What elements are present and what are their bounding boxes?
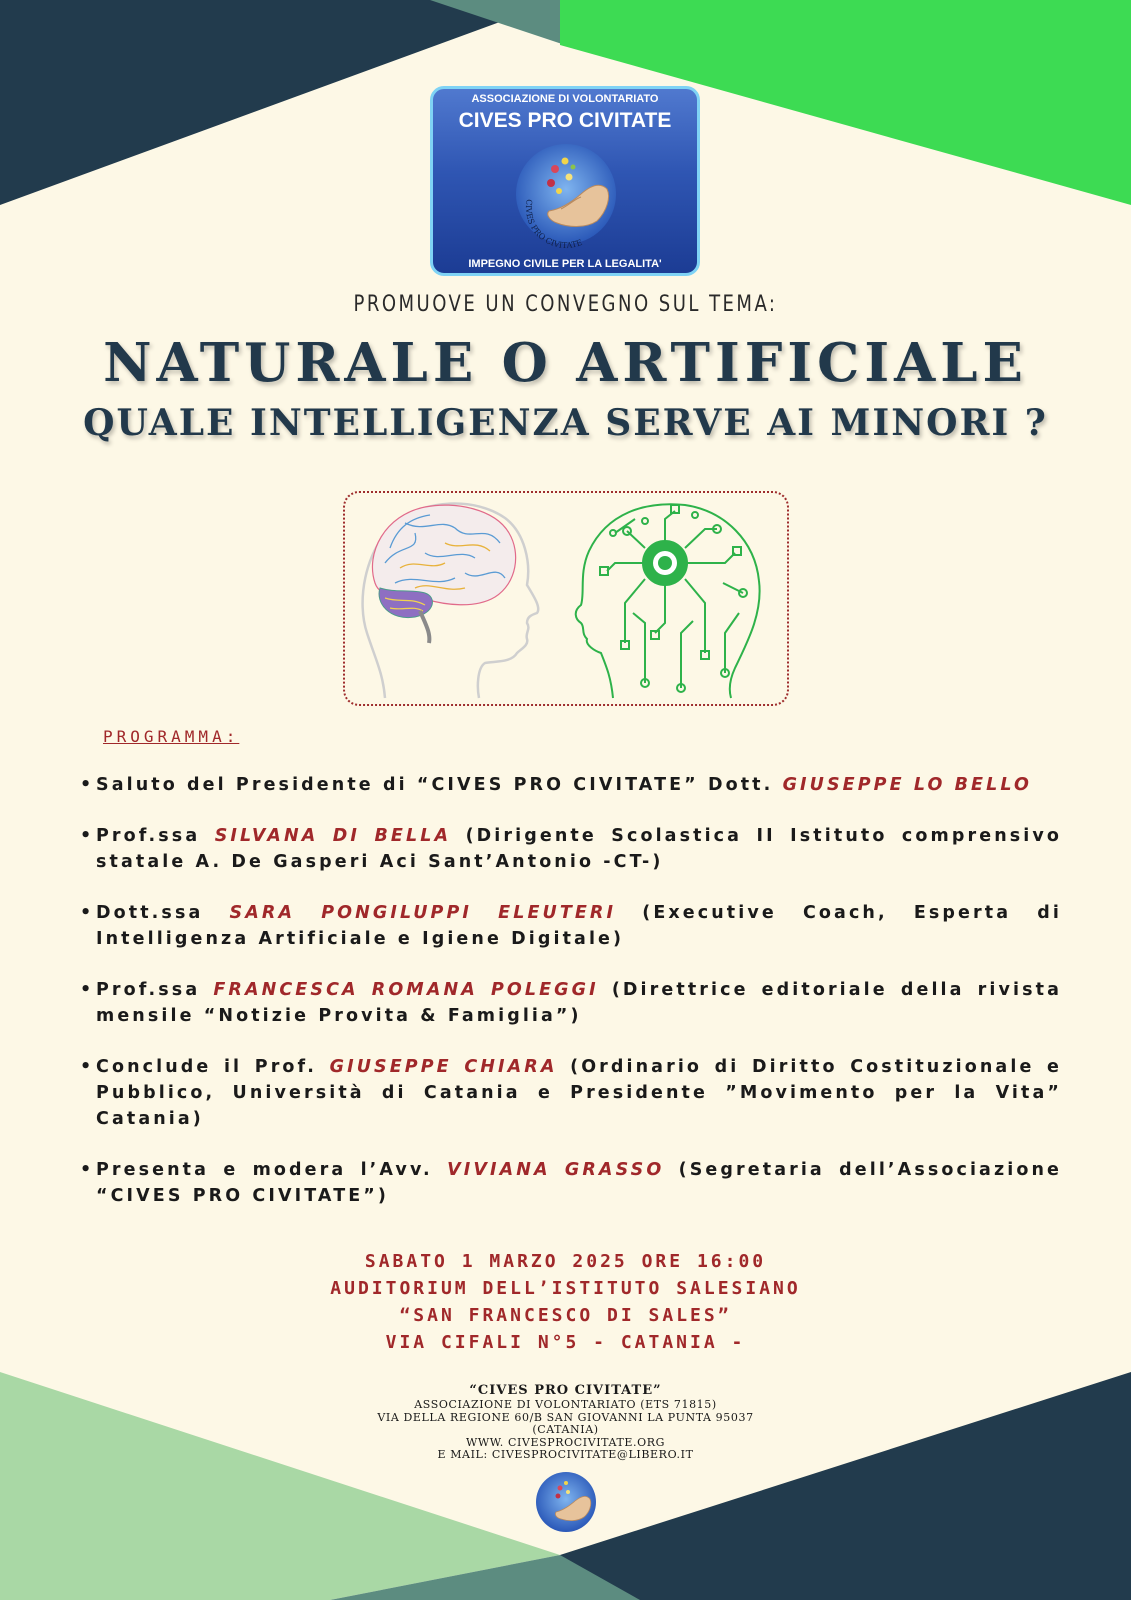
hand-emblem-icon bbox=[511, 139, 621, 249]
logo-subtitle: ASSOCIAZIONE DI VOLONTARIATO bbox=[471, 93, 659, 105]
list-item: • Prof.ssa FRANCESCA ROMANA POLEGGI (Direttrice editoriale della rivista mensile “Notizie Provita & Famiglia”) bbox=[80, 977, 1062, 1029]
speaker-name: GIUSEPPE CHIARA bbox=[329, 1057, 558, 1077]
event-venue-name: “SAN FRANCESCO DI SALES” bbox=[399, 1305, 732, 1326]
footer-email[interactable]: E MAIL: CIVESPROCIVITATE@LIBERO.IT bbox=[437, 1448, 694, 1461]
list-item: • Presenta e modera l’Avv. VIVIANA GRASSO (Segretaria dell’Associazione “CIVES PRO CIVITATE”) bbox=[80, 1157, 1062, 1209]
svg-text:CIVES PRO CIVITATE: CIVES PRO CIVITATE bbox=[523, 198, 584, 249]
ai-circuit-head-icon bbox=[576, 504, 760, 698]
footer-type: ASSOCIAZIONE DI VOLONTARIATO (ETS 71815) bbox=[414, 1398, 717, 1411]
intro-text: PROMUOVE UN CONVEGNO SUL TEMA: bbox=[353, 292, 778, 317]
event-venue: AUDITORIUM DELL’ISTITUTO SALESIANO bbox=[330, 1278, 801, 1299]
illustration-art bbox=[345, 493, 787, 704]
logo-name: CIVES PRO CIVITATE bbox=[458, 109, 672, 132]
footer-address: VIA DELLA REGIONE 60/B SAN GIOVANNI LA PUNTA 95037 bbox=[377, 1410, 754, 1424]
programma-list bbox=[80, 772, 1062, 1234]
human-head-icon bbox=[363, 504, 539, 698]
speaker-name: SARA PONGILUPPI ELEUTERI bbox=[229, 903, 617, 923]
footer bbox=[0, 1383, 1131, 1462]
footer-website[interactable]: WWW. CIVESPROCIVITATE.ORG bbox=[465, 1435, 666, 1449]
event-address: VIA CIFALI N°5 - CATANIA - bbox=[385, 1332, 746, 1353]
programma-heading: PROGRAMMA: bbox=[103, 727, 240, 746]
event-date: SABATO 1 MARZO 2025 ORE 16:00 bbox=[364, 1251, 767, 1272]
list-item: • Saluto del Presidente di “CIVES PRO CIVITATE” Dott. GIUSEPPE LO BELLO bbox=[80, 772, 1062, 798]
brain-vs-ai-illustration bbox=[343, 491, 789, 706]
association-logo bbox=[430, 86, 700, 276]
footer-city: (CATANIA) bbox=[532, 1423, 599, 1436]
speaker-name: VIVIANA GRASSO bbox=[447, 1160, 665, 1180]
speaker-name: FRANCESCA ROMANA POLEGGI bbox=[213, 980, 599, 1000]
list-item: • Conclude il Prof. GIUSEPPE CHIARA (Ordinario di Diritto Costituzionale e Pubblico, Università di Catania e Presidente ”Movimento per la Vita” Catania) bbox=[80, 1054, 1062, 1132]
footer-org: “CIVES PRO CIVITATE” bbox=[469, 1383, 662, 1398]
footer-logo-icon bbox=[534, 1470, 598, 1534]
main-title: NATURALE O ARTIFICIALE bbox=[103, 332, 1028, 394]
speaker-name: SILVANA DI BELLA bbox=[214, 826, 452, 846]
logo-tagline: IMPEGNO CIVILE PER LA LEGALITA' bbox=[468, 258, 662, 270]
list-item: • Dott.ssa SARA PONGILUPPI ELEUTERI (Executive Coach, Esperta di Intelligenza Artificiale e Igiene Digitale) bbox=[80, 900, 1062, 952]
list-item: • Prof.ssa SILVANA DI BELLA (Dirigente Scolastica II Istituto comprensivo statale A. De Gasperi Aci Sant’Antonio -CT-) bbox=[80, 823, 1062, 875]
subtitle: QUALE INTELLIGENZA SERVE AI MINORI ? bbox=[83, 402, 1048, 444]
event-details bbox=[0, 1248, 1131, 1356]
speaker-name: GIUSEPPE LO BELLO bbox=[782, 775, 1032, 795]
